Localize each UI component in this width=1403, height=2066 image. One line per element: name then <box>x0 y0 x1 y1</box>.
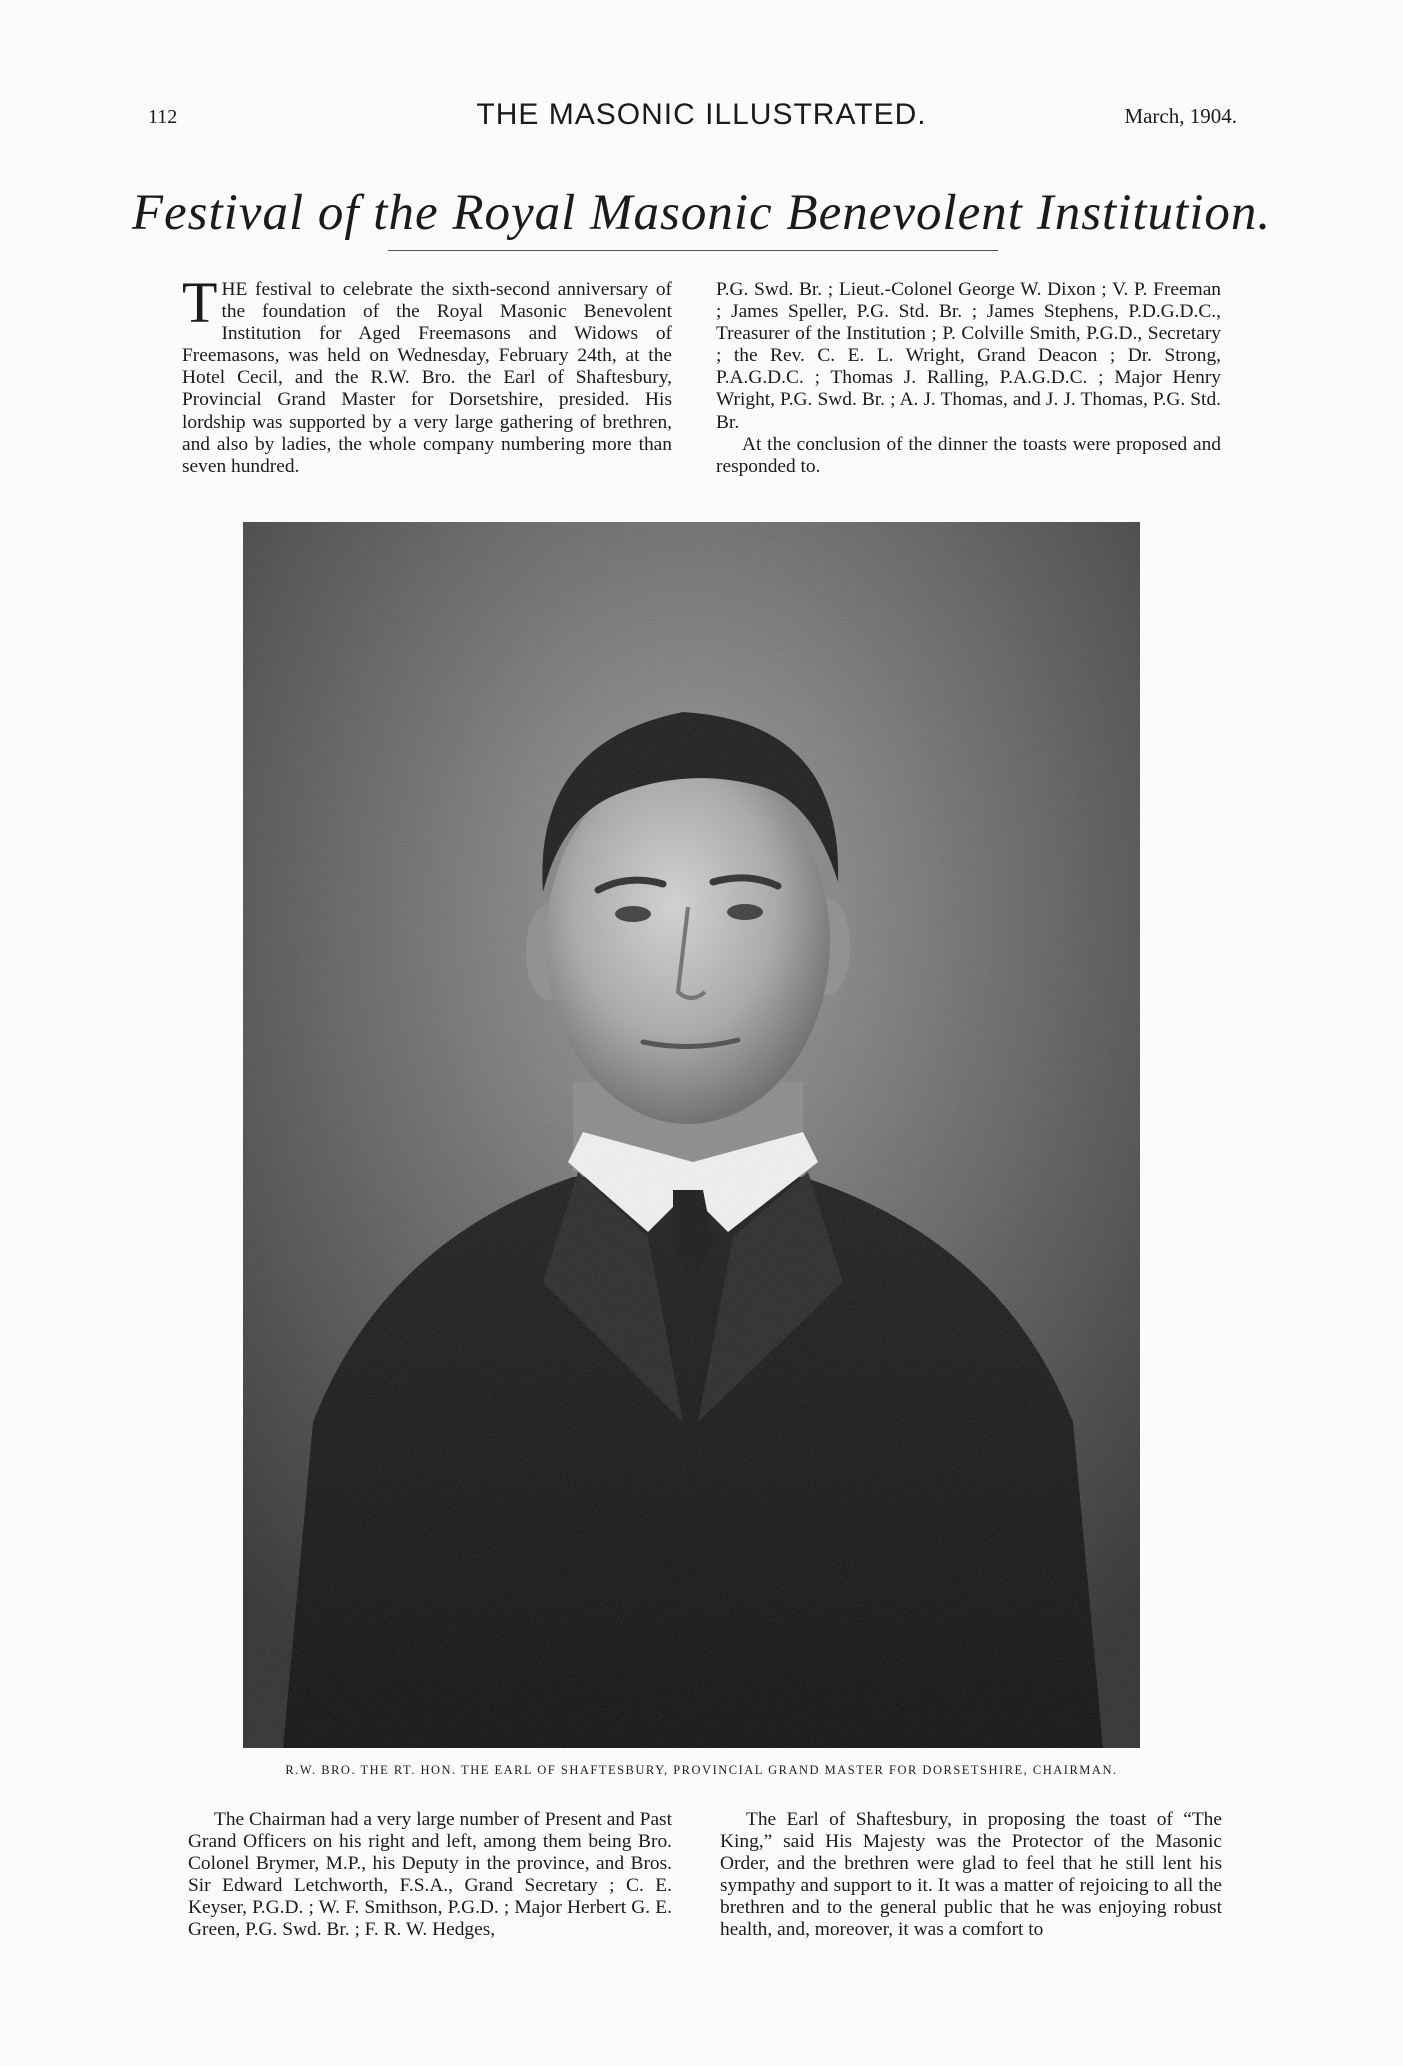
intro-paragraph: HE festival to celebrate the sixth-second anniversary of the foundation of the Royal Masonic Benevolent Institution for Aged Freemasons and Widows of Freemasons, was held on Wednesday, February 24th, at the Hotel Cecil, and the R.W. Bro. the Earl of Shaftesbury, Provincial Grand Master for Dorsetshire, presided. His lordship was supported by a very large gathering of brethren, and also by ladies, the whole company numbering more than seven hundred. <box>182 279 672 477</box>
drop-cap: T <box>182 270 218 335</box>
article-title: Festival of the Royal Masonic Benevolent Institution. <box>131 185 1272 241</box>
portrait-photo <box>243 522 1140 1748</box>
toast-paragraph: The Earl of Shaftesbury, in proposing the toast of “The King,” said His Majesty was the Protector of the Masonic Order, and the brethren were glad to feel that he still lent his sympathy and support to it. It was a matter of rejoicing to all the brethren and to the general public that he was enjoying robust health, and, moreover, it was a comfort to <box>720 1809 1222 1941</box>
chairman-paragraph: The Chairman had a very large number of Present and Past Grand Officers on his right and left, among them being Bro. Colonel Brymer, M.P., his Deputy in the province, and Bros. Sir Edward Letchworth, F.S.A., Grand Secretary ; C. E. Keyser, P.G.D. ; W. F. Smithson, P.G.D. ; Major Herbert G. E. Green, P.G. Swd. Br. ; F. R. W. Hedges, <box>188 1809 672 1941</box>
attendees-paragraph: P.G. Swd. Br. ; Lieut.-Colonel George W. Dixon ; V. P. Freeman ; James Speller, P.G. Std. Br. ; James Stephens, P.D.G.D.C., Treasurer of the Institution ; P. Colville Smith, P.G.D., Secretary ; the Rev. C. E. L. Wright, Grand Deacon ; Dr. Strong, P.A.G.D.C. ; Thomas J. Ralling, P.A.G.D.C. ; Major Henry Wright, P.G. Swd. Br. ; A. J. Thomas, and J. J. Thomas, P.G. Std. Br. <box>716 279 1221 433</box>
issue-date: March, 1904. <box>1124 104 1237 128</box>
photo-caption: R.W. BRO. THE RT. HON. THE EARL OF SHAFTESBURY, PROVINCIAL GRAND MASTER FOR DORSETSHIRE, CHAIRMAN. <box>285 1763 1118 1777</box>
column-bottom-left <box>188 1809 672 1942</box>
title-divider <box>388 250 998 251</box>
dinner-paragraph: At the conclusion of the dinner the toasts were proposed and responded to. <box>716 433 1221 477</box>
column-top-left <box>182 270 672 478</box>
page-number: 112 <box>148 106 178 128</box>
column-bottom-right <box>720 1809 1222 1942</box>
column-top-right <box>716 279 1221 478</box>
masthead: THE MASONIC ILLUSTRATED. <box>476 98 927 131</box>
